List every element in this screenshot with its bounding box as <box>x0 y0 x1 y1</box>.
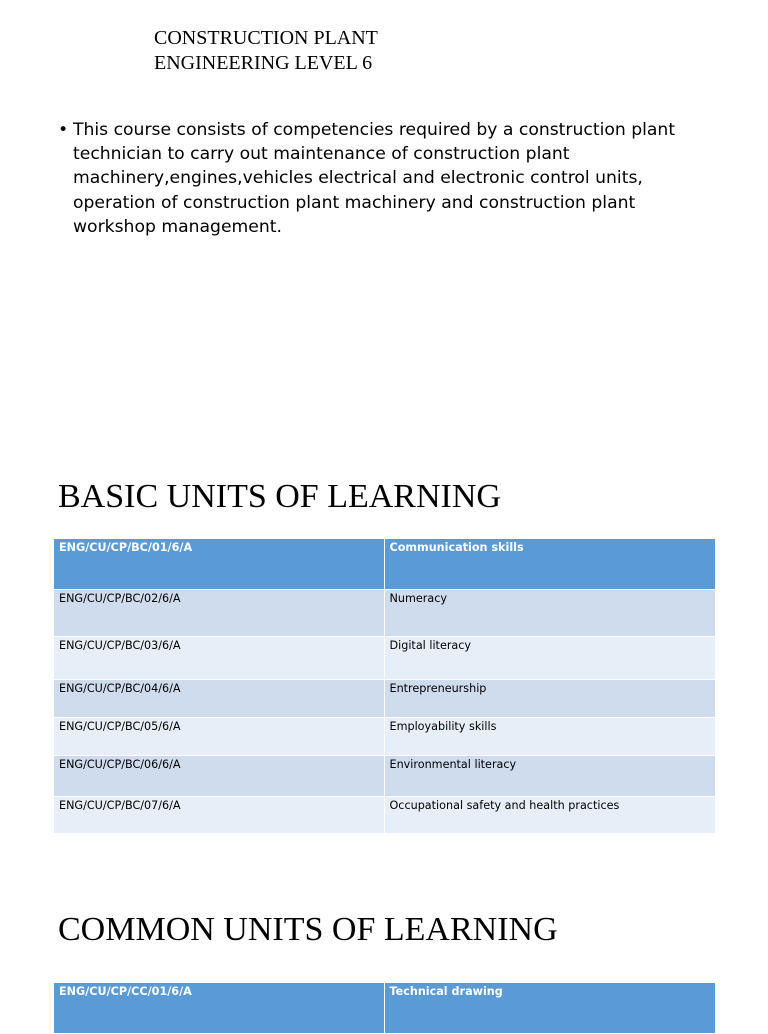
document-title <box>154 26 378 76</box>
table-row <box>54 539 715 590</box>
unit-name: Numeracy <box>384 590 715 637</box>
unit-name: Communication skills <box>384 539 715 590</box>
title-line-1: CONSTRUCTION PLANT <box>154 27 378 49</box>
unit-name: Occupational safety and health practices <box>384 797 715 834</box>
unit-code: ENG/CU/CP/BC/01/6/A <box>54 539 384 590</box>
basic-units-heading: BASIC UNITS OF LEARNING <box>58 478 501 515</box>
bullet-marker: • <box>58 120 69 140</box>
unit-name: Environmental literacy <box>384 756 715 797</box>
table-row <box>54 718 715 756</box>
table-row <box>54 756 715 797</box>
unit-name: Digital literacy <box>384 637 715 680</box>
table-row <box>54 797 715 834</box>
unit-name: Employability skills <box>384 718 715 756</box>
basic-units-table <box>54 539 716 834</box>
unit-code: ENG/CU/CP/BC/05/6/A <box>54 718 384 756</box>
unit-name: Entrepreneurship <box>384 680 715 718</box>
unit-code: ENG/CU/CP/BC/03/6/A <box>54 637 384 680</box>
table-row <box>54 680 715 718</box>
course-description-text: This course consists of competencies required by a construction plant technician to carry out maintenance of construction plant machinery,engines,vehicles electrical and electronic control units, operation of construction plant machinery and construction plant workshop management. <box>73 120 676 237</box>
unit-code: ENG/CU/CP/BC/06/6/A <box>54 756 384 797</box>
common-units-heading: COMMON UNITS OF LEARNING <box>58 911 558 948</box>
table-row <box>54 983 715 1034</box>
unit-code: ENG/CU/CP/BC/04/6/A <box>54 680 384 718</box>
table-row <box>54 590 715 637</box>
course-description <box>58 118 718 239</box>
unit-code: ENG/CU/CP/BC/02/6/A <box>54 590 384 637</box>
unit-name: Technical drawing <box>384 983 715 1034</box>
common-units-table <box>54 983 716 1034</box>
unit-code: ENG/CU/CP/BC/07/6/A <box>54 797 384 834</box>
title-line-2: ENGINEERING LEVEL 6 <box>154 52 373 74</box>
unit-code: ENG/CU/CP/CC/01/6/A <box>54 983 384 1034</box>
table-row <box>54 637 715 680</box>
